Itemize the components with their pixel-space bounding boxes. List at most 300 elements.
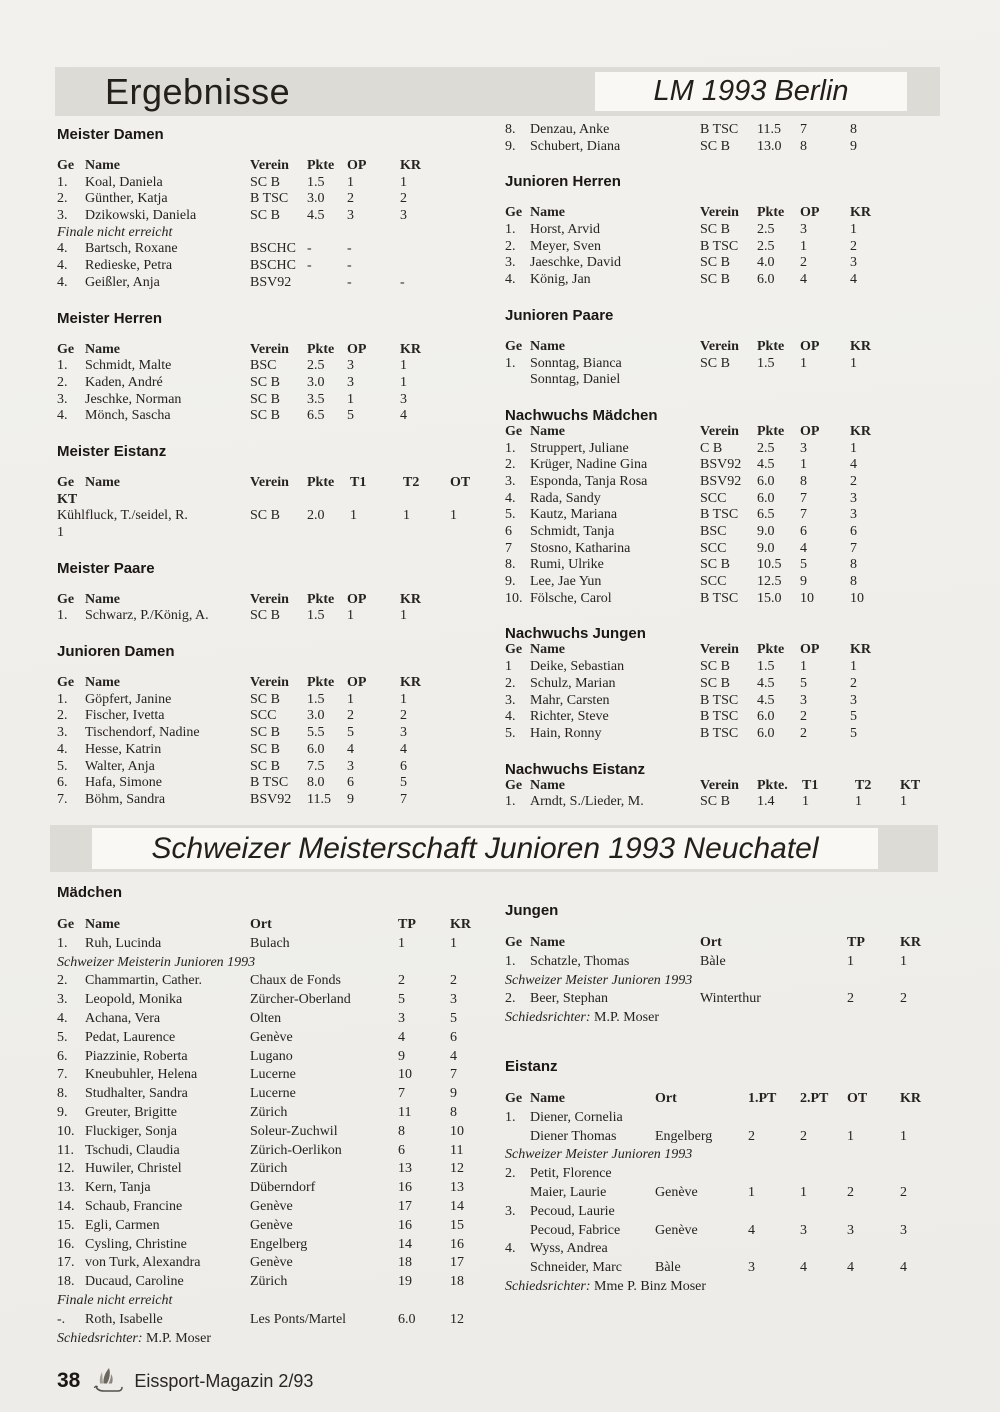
cell: SC B (250, 758, 280, 774)
cell: Mönch, Sascha (85, 408, 171, 424)
cell: 3 (347, 208, 354, 224)
cell: SC B (700, 272, 730, 288)
cell (505, 1184, 530, 1203)
column-header: Verein (250, 675, 289, 691)
cell: 5.5 (307, 725, 325, 741)
cell: 1 (850, 222, 857, 238)
cell: Fluckiger, Sonja (85, 1123, 177, 1139)
cell: 1 (400, 358, 407, 374)
column-header: Pkte (307, 591, 335, 607)
cell: 4 (847, 1260, 854, 1276)
referee-name: Mme P. Binz Moser (594, 1278, 707, 1294)
cell: 3.0 (307, 374, 325, 390)
cell: 1.5 (757, 355, 775, 371)
table-row (505, 255, 960, 272)
column-header: Pkte (757, 205, 785, 221)
cell: SC B (250, 508, 280, 524)
column-header: Ge (57, 591, 75, 607)
cell (800, 1203, 847, 1222)
cell: 1. (505, 794, 516, 810)
table-row (505, 1222, 960, 1241)
cell: Böhm, Sandra (85, 791, 166, 807)
cell: 3.5 (307, 391, 325, 407)
cell: Maier, Laurie (530, 1184, 607, 1200)
column-header: OP (347, 675, 367, 691)
column-header: OP (800, 338, 820, 354)
cell: 13 (450, 1180, 464, 1196)
cell: 4 (400, 741, 407, 757)
cell: Chaux de Fonds (250, 973, 341, 989)
cell: 2 (347, 191, 354, 207)
cell: 1 (802, 794, 809, 810)
cell: - (400, 274, 405, 290)
cell: 16. (57, 1236, 75, 1252)
cell: Kern, Tanja (85, 1180, 151, 1196)
cell: 8. (505, 557, 516, 573)
cell: B TSC (700, 238, 739, 254)
cell: 1 (900, 794, 907, 810)
table-row (57, 1066, 509, 1085)
section-title-meister-eistanz: Meister Eistanz (57, 442, 167, 460)
cell: Göpfert, Janine (85, 691, 172, 707)
cell: 6 (850, 524, 857, 539)
cell: 2 (847, 1184, 854, 1200)
cell: 2 (347, 708, 354, 724)
cell: Denzau, Anke (530, 122, 610, 137)
section-junioren-damen (57, 643, 509, 809)
cell: 10.5 (757, 557, 782, 573)
cell: 3 (450, 992, 457, 1008)
cell: 1.5 (757, 659, 775, 675)
cell: 14 (450, 1198, 464, 1214)
cell: Lugano (250, 1048, 293, 1064)
column-header: T2 (855, 777, 872, 793)
cell: 14 (398, 1236, 412, 1252)
cell: König, Jan (530, 272, 591, 288)
swiss-banner-box (92, 828, 878, 869)
cell: Sonntag, Bianca (530, 355, 622, 371)
cell: Fölsche, Carol (530, 590, 612, 606)
section-title-junioren-herren: Junioren Herren (505, 173, 621, 191)
cell: 7 (800, 122, 807, 137)
cell: 2. (505, 991, 516, 1007)
cell: B TSC (700, 692, 739, 708)
cell: 9. (57, 1104, 68, 1120)
section-meister-eistanz (57, 443, 509, 542)
cell: 4. (505, 709, 516, 725)
cell: 15 (450, 1217, 464, 1233)
cell: 1 (900, 1128, 907, 1144)
cell: Greuter, Brigitte (85, 1104, 177, 1120)
column-header: Ge (505, 642, 523, 658)
section-meister-damen-continued (505, 122, 960, 155)
left-column-top (57, 126, 509, 827)
table-row (505, 1259, 960, 1278)
cell: 3 (850, 692, 857, 708)
cell: 6.0 (757, 709, 775, 725)
cell: SC B (700, 659, 730, 675)
cell: Hain, Ronny (530, 725, 602, 741)
cell: 5 (400, 775, 407, 791)
cell: 1 (400, 691, 407, 707)
cell: Diener, Cornelia (530, 1109, 623, 1125)
cell: 1 (400, 374, 407, 390)
cell: 2. (505, 675, 516, 691)
cell: C B (700, 440, 723, 456)
cell: - (347, 274, 352, 290)
cell: 6 (800, 524, 807, 539)
cell: 2 (800, 255, 807, 271)
cell: 4. (505, 272, 516, 288)
cell: 3. (57, 992, 68, 1008)
column-header: Ge (57, 341, 75, 357)
cell: 5 (450, 1010, 457, 1026)
cell: 4 (450, 1048, 457, 1064)
cell: 3 (800, 1222, 807, 1238)
column-header: TP (847, 935, 865, 950)
cell: 1 (505, 659, 512, 675)
right-column-bottom (505, 902, 960, 1327)
table-row (57, 258, 509, 275)
table-row (505, 1240, 960, 1259)
cell: 7 (800, 507, 807, 523)
table-row (57, 1198, 509, 1217)
table-row (505, 676, 960, 693)
event-title: LM 1993 Berlin (653, 75, 849, 107)
cell: 1.5 (307, 174, 325, 190)
table-row (505, 239, 960, 256)
table-row (57, 1104, 509, 1123)
cell: Diener Thomas (530, 1128, 617, 1144)
note-row: Finale nicht erreicht (57, 224, 173, 240)
cell: Schmidt, Malte (85, 358, 172, 374)
cell: 4 (800, 540, 807, 556)
cell: 5. (505, 725, 516, 741)
column-header: KR (850, 642, 871, 658)
cell: 3. (505, 1203, 516, 1219)
table-row (505, 557, 960, 574)
cell: Schubert, Diana (530, 138, 621, 154)
table-row (505, 457, 960, 474)
cell (847, 1165, 900, 1184)
cell: 6.0 (757, 272, 775, 288)
referee-name: M.P. Moser (594, 1010, 659, 1026)
cell: Wyss, Andrea (530, 1241, 608, 1257)
column-header: KR (900, 1090, 921, 1106)
cell: 2.5 (757, 238, 775, 254)
cell: 4 (850, 272, 857, 288)
cell: 1.4 (757, 794, 775, 810)
table-row (57, 392, 509, 409)
cell: 3 (347, 358, 354, 374)
cell: 10. (505, 590, 523, 606)
section-title-meister-paare: Meister Paare (57, 559, 155, 577)
cell: 3 (850, 507, 857, 523)
cell: 6.0 (307, 741, 325, 757)
cell: 1 (847, 1128, 854, 1144)
column-header: Ge (505, 338, 523, 354)
table-row (57, 1142, 509, 1161)
cell: Chammartin, Cather. (85, 973, 203, 989)
table-row (57, 935, 509, 954)
section-title-junioren-damen: Junioren Damen (57, 643, 175, 661)
cell: 2 (398, 973, 405, 989)
table-row (57, 1160, 509, 1179)
column-headers (505, 339, 960, 356)
cell: 4 (800, 1260, 807, 1276)
column-header: Name (530, 1090, 565, 1106)
cell: 1 (347, 691, 354, 707)
cell: Zürcher-Oberland (250, 992, 351, 1008)
cell: 1 (800, 457, 807, 473)
cell: B TSC (700, 122, 739, 137)
referee-row (505, 1278, 960, 1297)
header-overflow-row: KT (57, 491, 78, 507)
table-row (505, 474, 960, 491)
cell (307, 275, 347, 292)
cell: BSC (700, 524, 727, 539)
cell: 9.0 (757, 524, 775, 539)
cell (757, 372, 800, 389)
cell: Koal, Daniela (85, 174, 163, 190)
cell: 9. (505, 138, 516, 154)
table-row (57, 1029, 509, 1048)
cell: Egli, Carmen (85, 1217, 160, 1233)
table-row (57, 375, 509, 392)
cell: Struppert, Juliane (530, 440, 629, 456)
cell: 1 (800, 355, 807, 371)
column-header: Ort (655, 1090, 677, 1106)
column-header: Ge (505, 423, 523, 439)
cell: 1 (900, 953, 907, 969)
cell: 10. (57, 1123, 75, 1139)
column-headers (505, 424, 960, 441)
cell (900, 1240, 955, 1259)
column-header: Ge (505, 935, 523, 950)
cell: 3 (800, 440, 807, 456)
cell: 15.0 (757, 590, 782, 606)
cell: 3 (400, 391, 407, 407)
cell: Meyer, Sven (530, 238, 601, 254)
cell: Kneubuhler, Helena (85, 1067, 198, 1083)
cell: Kautz, Mariana (530, 507, 618, 523)
section-title-nachwuchs-eistanz: Nachwuchs Eistanz (505, 760, 646, 778)
column-header: OT (450, 474, 471, 490)
cell (400, 241, 457, 258)
section-title-junioren-paare: Junioren Paare (505, 306, 614, 324)
cell: BSV92 (700, 457, 742, 473)
column-header: Name (85, 341, 120, 357)
cell: 9 (800, 574, 807, 590)
table-row (57, 508, 509, 525)
cell: 5. (57, 1029, 68, 1045)
column-header: T2 (403, 474, 420, 490)
cell: Huwiler, Christel (85, 1161, 182, 1177)
column-header: TP (398, 917, 416, 932)
cell: 11 (398, 1104, 412, 1120)
table-row (505, 591, 960, 608)
column-header: Ge (57, 474, 75, 490)
cell: Roth, Isabelle (85, 1311, 163, 1327)
cell: Studhalter, Sandra (85, 1086, 188, 1102)
cell: Zürich (250, 1161, 288, 1177)
column-header: OP (347, 158, 367, 173)
cell: Richter, Steve (530, 709, 609, 725)
cell: 2 (748, 1128, 755, 1144)
cell (505, 372, 530, 389)
column-headers (57, 475, 509, 492)
section-title-jungen: Jungen (505, 902, 559, 919)
cell: SCC (700, 490, 727, 506)
cell: 2 (900, 991, 907, 1007)
table-row (57, 708, 509, 725)
table-row (505, 709, 960, 726)
cell: 3 (850, 490, 857, 506)
cell: 1 (350, 508, 357, 524)
cell: Genève (250, 1029, 293, 1045)
cell: Dzikowski, Daniela (85, 208, 197, 224)
table-row (505, 139, 960, 156)
cell: B TSC (250, 775, 289, 791)
note-row: Schweizer Meister Junioren 1993 (505, 972, 693, 988)
column-header: 2.PT (800, 1090, 829, 1106)
referee-label: Schiedsrichter: (505, 1010, 591, 1026)
cell: 1 (400, 174, 407, 190)
column-header: Verein (700, 777, 739, 793)
cell: SC B (700, 255, 730, 271)
cell: 5 (800, 557, 807, 573)
cell: SC B (250, 391, 280, 407)
column-header: Name (85, 474, 120, 490)
column-header: Name (530, 777, 565, 793)
cell: Rada, Sandy (530, 490, 601, 506)
cell: 9.0 (757, 540, 775, 556)
cell: Winterthur (700, 991, 761, 1007)
table-row (57, 191, 509, 208)
cell: 1 (347, 608, 354, 624)
cell: 5 (800, 675, 807, 691)
cell: 2. (57, 708, 68, 724)
table-row (57, 275, 509, 292)
table-row (505, 794, 960, 811)
cell: Engelberg (655, 1128, 713, 1144)
cell: 12.5 (757, 574, 782, 590)
column-header: Pkte (307, 675, 335, 691)
referee-label: Schiedsrichter: (505, 1278, 591, 1294)
cell: 9 (398, 1048, 405, 1064)
cell: 3 (347, 374, 354, 390)
cell: 3. (505, 692, 516, 708)
cell (655, 1240, 748, 1259)
cell: Schatzle, Thomas (530, 953, 630, 969)
cell: 4 (400, 408, 407, 424)
cell: 6.0 (757, 490, 775, 506)
cell: 6.0 (757, 473, 775, 489)
cell: Ruh, Lucinda (85, 935, 162, 951)
cell (505, 1128, 530, 1147)
table-row (57, 1179, 509, 1198)
cell: - (307, 258, 312, 274)
section-junioren-herren (505, 173, 960, 288)
column-header: Pkte (757, 642, 785, 658)
cell: 8 (450, 1104, 457, 1120)
column-header: Verein (250, 158, 289, 173)
cell: 6 (400, 758, 407, 774)
cell: 11.5 (307, 791, 331, 807)
table-row (57, 1236, 509, 1255)
cell: 17. (57, 1255, 75, 1271)
cell: Olten (250, 1010, 282, 1026)
cell: SC B (700, 675, 730, 691)
cell: 3. (57, 725, 68, 741)
column-header: Pkte (307, 158, 335, 173)
column-header: Name (530, 205, 565, 221)
table-row (505, 726, 960, 743)
table-row (57, 972, 509, 991)
cell: 10 (450, 1123, 464, 1139)
cell: 3 (847, 1222, 854, 1238)
cell: von Turk, Alexandra (85, 1255, 201, 1271)
cell: Mahr, Carsten (530, 692, 610, 708)
cell: 1 (403, 508, 410, 524)
cell: 1 (855, 794, 862, 810)
cell: 13. (57, 1180, 75, 1196)
cell: BSV92 (700, 473, 742, 489)
cell: 4.5 (757, 457, 775, 473)
cell: Günther, Katja (85, 191, 168, 207)
cell: Leopold, Monika (85, 992, 183, 1008)
page-footer (57, 1366, 313, 1396)
column-headers (505, 934, 960, 953)
cell: 1. (505, 355, 516, 371)
cell: 18 (398, 1255, 412, 1271)
cell: 7 (450, 1067, 457, 1083)
column-header: KR (400, 675, 421, 691)
cell: 1 (850, 659, 857, 675)
cell (800, 372, 850, 389)
cell: 10 (850, 590, 864, 606)
cell: Esponda, Tanja Rosa (530, 473, 648, 489)
cell: 1. (505, 222, 516, 238)
cell (505, 1259, 530, 1278)
cell: 5. (57, 758, 68, 774)
cell: 4. (57, 241, 68, 257)
cell: 1 (847, 953, 854, 969)
cell: 19 (398, 1274, 412, 1290)
cell: 4 (850, 457, 857, 473)
cell: 4. (57, 1010, 68, 1026)
cell: - (307, 241, 312, 257)
cell: Ducaud, Caroline (85, 1274, 184, 1290)
section-title-eistanz: Eistanz (505, 1057, 558, 1075)
cell: 8. (505, 122, 516, 137)
cell (655, 1109, 748, 1128)
cell: Achana, Vera (85, 1010, 161, 1026)
cell (655, 1165, 748, 1184)
table-row (505, 953, 960, 972)
cell: SC B (250, 374, 280, 390)
cell: 4.0 (757, 255, 775, 271)
section-meister-paare (57, 560, 509, 625)
cell: 5 (347, 725, 354, 741)
cell: 1 (850, 355, 857, 371)
cell: 18 (450, 1274, 464, 1290)
cell: 2 (800, 1128, 807, 1144)
section-jungen (505, 902, 960, 1028)
cell: Kühlfluck, T./seidel, R. (57, 508, 188, 524)
note-row: Schweizer Meisterin Junioren 1993 (57, 954, 256, 970)
table-row (57, 1254, 509, 1273)
